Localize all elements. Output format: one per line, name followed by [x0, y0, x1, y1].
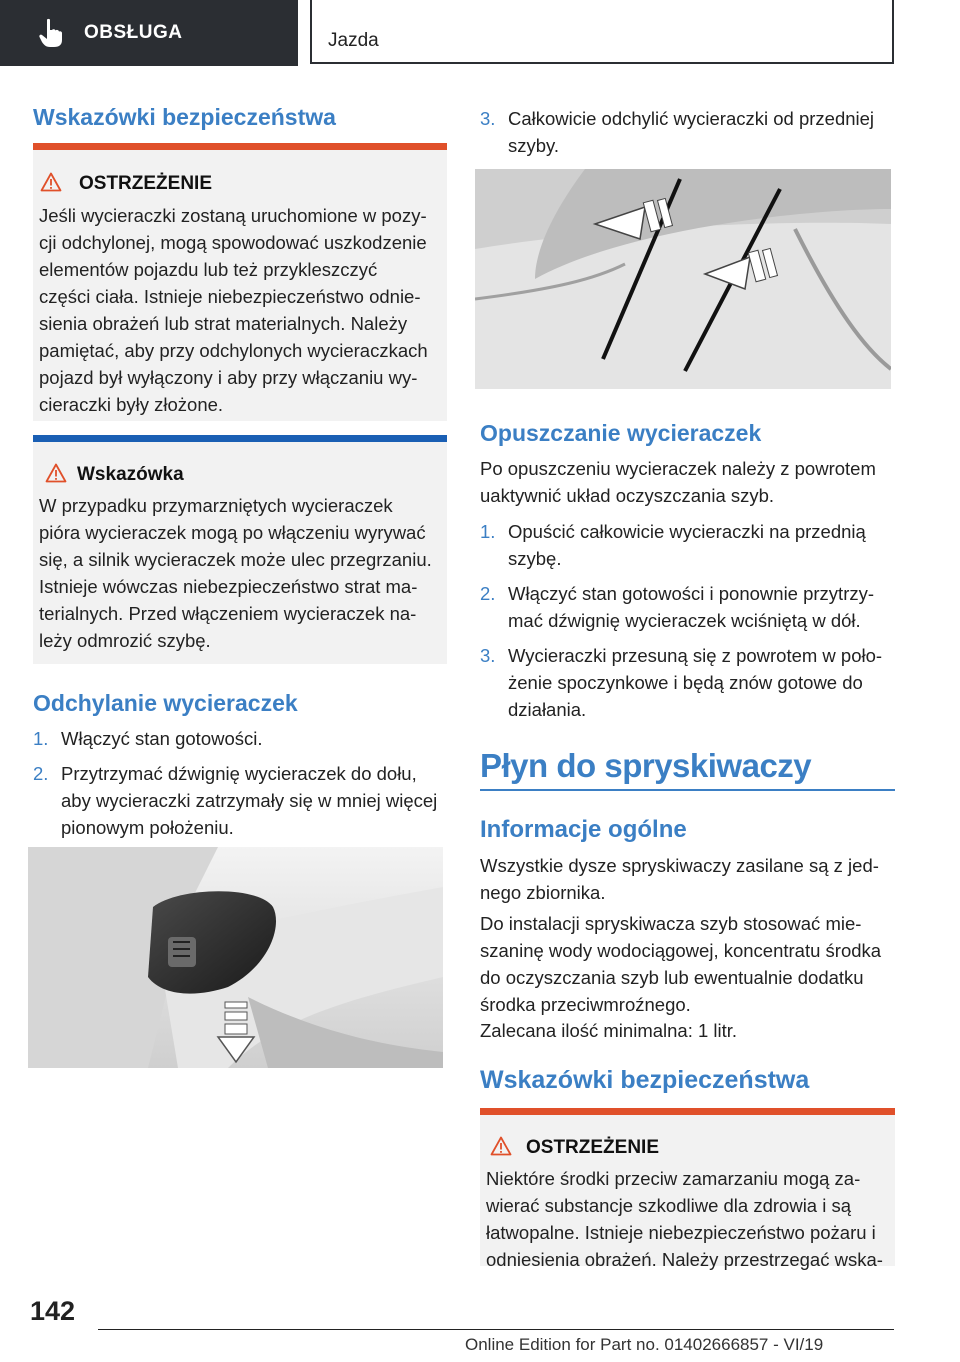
list-item: 2. Przytrzymać dźwignię wycieraczek do dołu, aby wycieraczki zatrzymały się w mniej więcej pionowym położeniu.	[33, 763, 438, 838]
warning-text: Niektóre środki przeciw zamarzaniu mogą za‐ wierać substancje szkodliwe dla zdrowia i są łatwopalne. Istnieje niebezpieczeństwo pożaru i odniesienia obrażeń. Należy przestrzegać wska‐	[486, 1168, 883, 1270]
warning-triangle-icon	[45, 463, 67, 483]
windscreen-wipers-illustration	[475, 169, 891, 389]
note-accent-bar	[33, 435, 447, 442]
heading-rule	[480, 789, 895, 791]
chapter-tab-label: OBSŁUGA	[84, 22, 183, 43]
warning-title: OSTRZEŻENIE	[79, 173, 213, 194]
footer-rule	[98, 1329, 894, 1330]
warning-accent-bar	[480, 1108, 895, 1115]
footer-edition: Online Edition for Part no. 01402666857 - VI/19	[465, 1335, 824, 1354]
warning-accent-bar	[33, 143, 447, 150]
warning-triangle-icon	[490, 1136, 512, 1156]
warning-triangle-icon	[40, 172, 62, 192]
general-paragraph-3: Zalecana ilość minimalna: 1 litr.	[480, 1020, 738, 1041]
note-title: Wskazówka	[77, 464, 184, 485]
list-item: 1. Opuścić całkowicie wycieraczki na przednią szybę.	[480, 521, 866, 569]
list-item: 1. Włączyć stan gotowości.	[33, 728, 263, 749]
warning-box-2	[480, 1108, 895, 1270]
heading-washer-fluid: Płyn do spryskiwaczy	[480, 747, 812, 784]
heading-fold-wipers: Odchylanie wycieraczek	[33, 690, 298, 716]
section-label: Jazda	[328, 30, 379, 51]
page-number: 142	[30, 1296, 76, 1326]
warning-title: OSTRZEŻENIE	[526, 1137, 660, 1158]
heading-lower-wipers: Opuszczanie wycieraczek	[480, 420, 762, 446]
note-text: W przypadku przymarzniętych wycieraczek pióra wycieraczek mogą po włączeniu wyrywać się, a silnik wycieraczek może ulec przegrzaniu. Istnieje wówczas niebezpieczeństwo strat ma‐ terialnych. Przed włączeniem wycieraczek na‐ leży odmrozić szybę.	[39, 495, 432, 651]
warning-box	[33, 143, 447, 421]
note-box	[33, 435, 447, 664]
heading-safety-tips-2: Wskazówki bezpieczeństwa	[480, 1066, 810, 1094]
list-item: 2. Włączyć stan gotowości i ponownie przytrzy‐ mać dźwignię wycieraczek wciśniętą w dół.	[480, 583, 875, 631]
hand-pointer-icon	[38, 18, 64, 48]
list-item: 3. Wycieraczki przesuną się z powrotem w poło‐ żenie spoczynkowe i będą znów gotowe do działania.	[480, 645, 883, 720]
heading-general-info: Informacje ogólne	[480, 816, 687, 843]
fold-steps-list	[33, 725, 453, 849]
chapter-tab[interactable]	[0, 0, 298, 66]
wiper-lever-illustration	[28, 847, 443, 1068]
step-3-item: 3. Całkowicie odchylić wycieraczki od przedniej szyby.	[480, 108, 875, 156]
heading-safety-tips: Wskazówki bezpieczeństwa	[33, 104, 336, 130]
lower-steps-list	[480, 518, 900, 731]
general-paragraph-1: Wszystkie dysze spryskiwaczy zasilane są z jed‐ nego zbiornika.	[480, 855, 879, 903]
general-paragraph-2: Do instalacji spryskiwacza szyb stosować mie‐ szaninę wody wodociągowej, koncentratu środka do oczyszczania szyb lub ewentualnie dodatku środka przeciwmroźnego.	[480, 913, 882, 1015]
warning-text: Jeśli wycieraczki zostaną uruchomione w pozy‐ cji odchylonej, mogą spowodować uszkodzenie elementów pojazdu lub też przykleszczyć części ciała. Istnieje niebezpieczeństwo odnie‐ sienia obrażeń lub strat materialnych. Należy pamiętać, aby przy odchylonych wycieraczkach pojazd był wyłączony i aby przy włączaniu wy‐ cieraczki były złożone.	[39, 205, 428, 415]
lower-intro: Po opuszczeniu wycieraczek należy z powrotem uaktywnić układ oczyszczania szyb.	[480, 458, 876, 506]
section-header	[310, 0, 894, 64]
